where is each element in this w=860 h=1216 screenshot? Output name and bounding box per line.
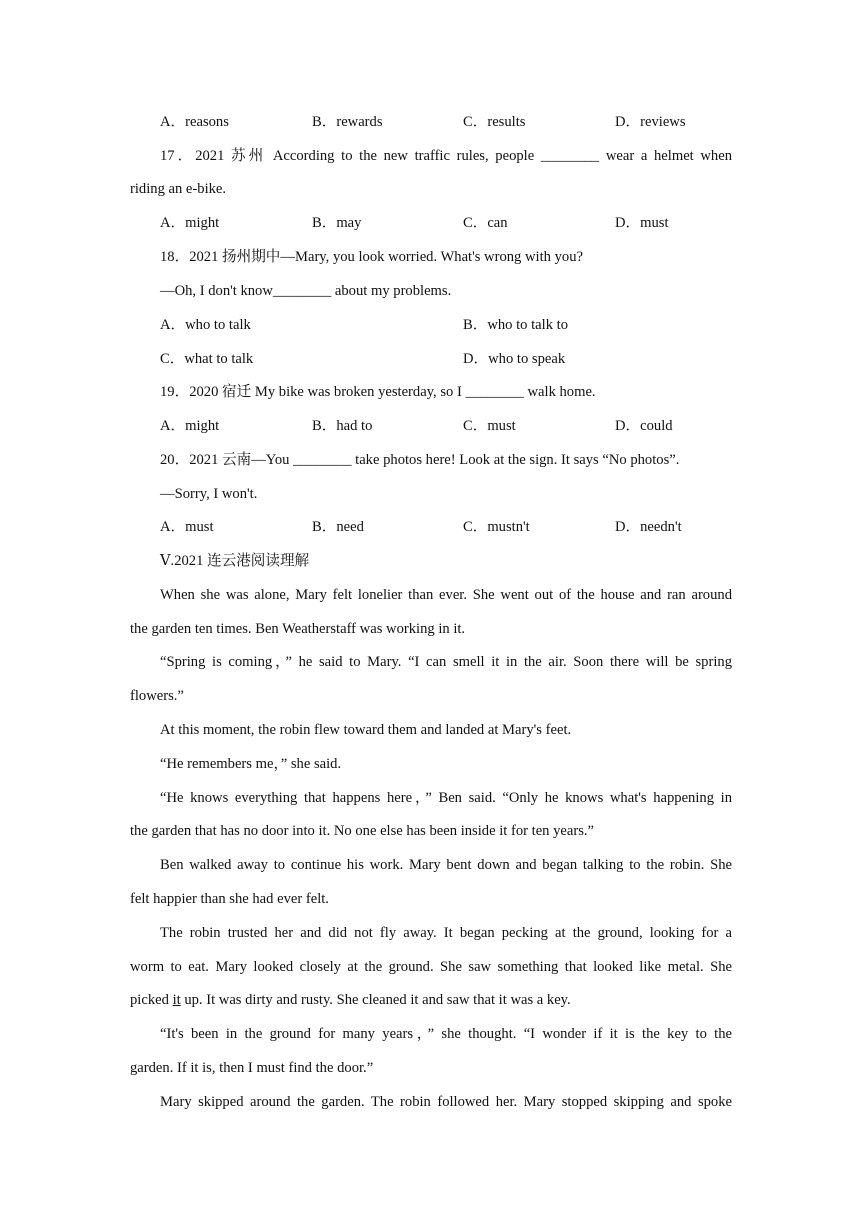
q17-stem-line2: riding an e-bike.: [130, 181, 227, 197]
q19-option-d: D．could: [615, 418, 673, 434]
passage-p8-line2: garden. If it is, then I must find the door.”: [130, 1060, 374, 1076]
q18-stem-line2: —Oh, I don't know________ about my problems.: [160, 283, 452, 299]
q18-stem-line1: 18．2021 扬州期中—Mary, you look worried. What's wrong with you?: [160, 249, 583, 265]
passage-p8-line1: “It's been in the ground for many years，” she thought. “I wonder if it is the key to the: [160, 1026, 732, 1042]
passage-p7-underlined-word: it: [172, 992, 181, 1008]
q20-option-a: A．must: [160, 519, 214, 535]
passage-p6-line2: felt happier than she had ever felt.: [130, 891, 329, 907]
passage-p1-line2: the garden ten times. Ben Weatherstaff was working in it.: [130, 621, 466, 637]
q20-option-d: D．needn't: [615, 519, 682, 535]
passage-p7-line2: worm to eat. Mary looked closely at the ground. She saw something that looked like metal. She: [130, 959, 732, 975]
passage-p7-line3: [130, 989, 732, 1011]
section-heading: Ⅴ.2021 连云港阅读理解: [160, 553, 310, 569]
q17-option-b: B．may: [312, 215, 362, 231]
passage-p4: “He remembers me，” she said.: [160, 756, 342, 772]
q19-stem: 19．2020 宿迁 My bike was broken yesterday, so I ________ walk home.: [160, 384, 596, 400]
q19-option-a: A．might: [160, 418, 220, 434]
q19-option-c: C．must: [463, 418, 516, 434]
q20-option-c: C．mustn't: [463, 519, 530, 535]
passage-p5-line1: “He knows everything that happens here，” Ben said. “Only he knows what's happening in: [160, 790, 732, 806]
passage-p2-line2: flowers.”: [130, 688, 184, 704]
q20-stem-line1: 20．2021 云南—You ________ take photos here! Look at the sign. It says “No photos”.: [160, 452, 680, 468]
passage-p7-line3-before: picked: [130, 992, 173, 1008]
q16-option-d: D．reviews: [615, 114, 686, 130]
q18-option-c: C．what to talk: [160, 351, 254, 367]
passage-p7-line3-after: up. It was dirty and rusty. She cleaned it and saw that it was a key.: [180, 992, 571, 1008]
q17-option-c: C．can: [463, 215, 508, 231]
q16-option-a: A．reasons: [160, 114, 229, 130]
passage-p1-line1: When she was alone, Mary felt lonelier than ever. She went out of the house and ran around: [160, 587, 732, 603]
q18-option-b: B．who to talk to: [463, 317, 568, 333]
passage-p9-line1: Mary skipped around the garden. The robin followed her. Mary stopped skipping and spoke: [160, 1094, 732, 1110]
passage-p5-line2: the garden that has no door into it. No one else has been inside it for ten years.”: [130, 823, 595, 839]
q20-stem-line2: —Sorry, I won't.: [160, 486, 258, 502]
q17-stem-line1: 17．2021 苏州 According to the new traffic rules, people ________ wear a helmet when: [160, 148, 732, 164]
q18-option-d: D．who to speak: [463, 351, 566, 367]
q19-option-b: B．had to: [312, 418, 373, 434]
passage-p6-line1: Ben walked away to continue his work. Mary bent down and began talking to the robin. She: [160, 857, 732, 873]
q16-option-b: B．rewards: [312, 114, 383, 130]
passage-p2-line1: “Spring is coming，” he said to Mary. “I can smell it in the air. Soon there will be spring: [160, 654, 732, 670]
q18-option-a: A．who to talk: [160, 317, 251, 333]
q20-option-b: B．need: [312, 519, 364, 535]
q17-option-d: D．must: [615, 215, 669, 231]
passage-p3: At this moment, the robin flew toward them and landed at Mary's feet.: [160, 722, 572, 738]
q16-option-c: C．results: [463, 114, 526, 130]
passage-p7-line1: The robin trusted her and did not fly away. It began pecking at the ground, looking for a: [160, 925, 732, 941]
q17-option-a: A．might: [160, 215, 220, 231]
